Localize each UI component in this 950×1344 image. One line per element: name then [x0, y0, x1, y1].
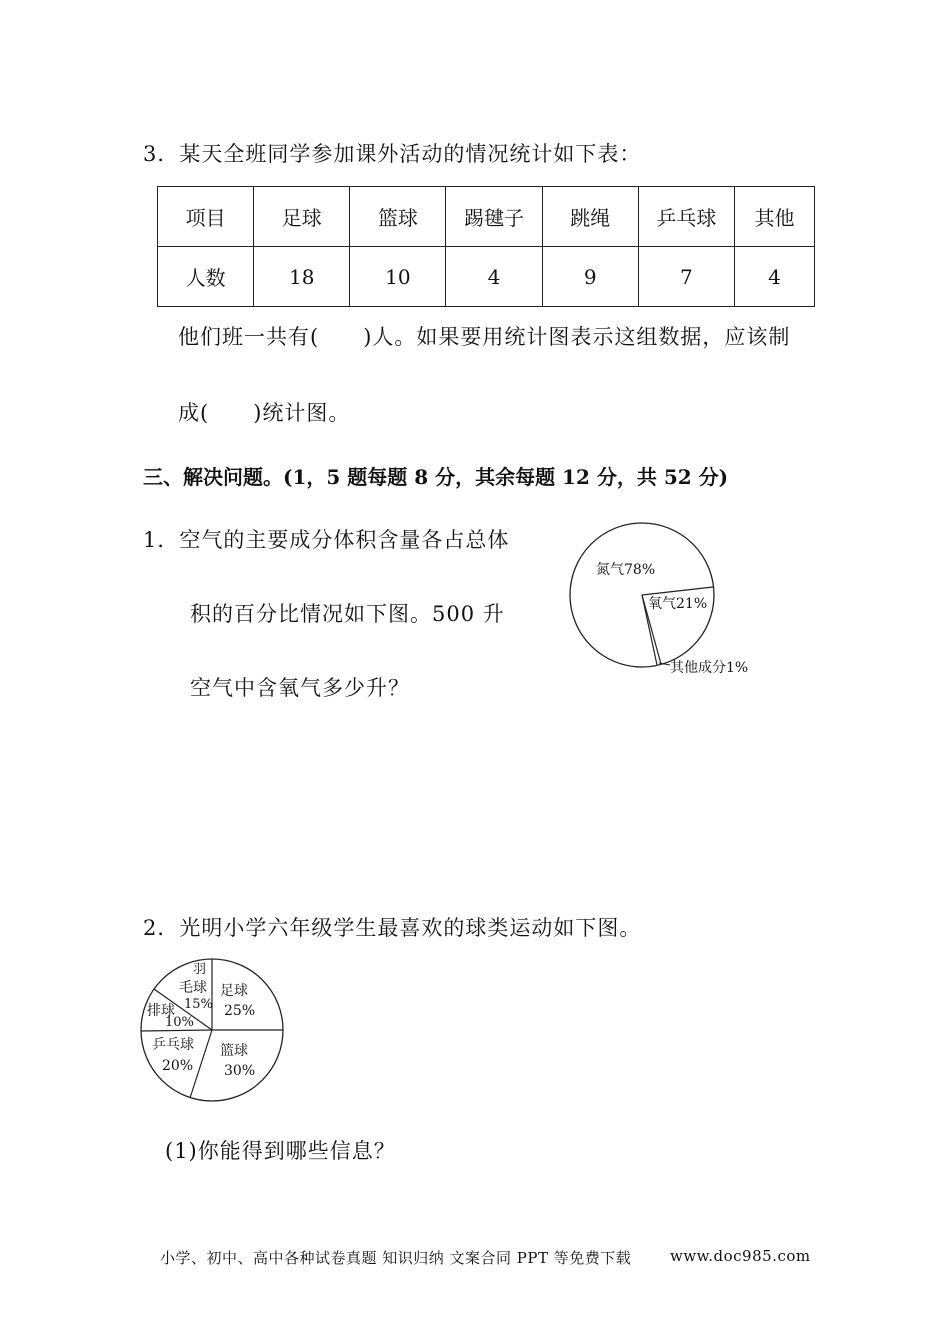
- sports-label-volleyball-pct: 10%: [165, 1015, 194, 1030]
- q3-title-text: 某天全班同学参加课外活动的情况统计如下表：: [179, 142, 642, 166]
- p1-line2: 积的百分比情况如下图。500 升: [190, 602, 505, 626]
- p1-line3: 空气中含氧气多少升？: [190, 676, 410, 700]
- sports-label-badminton-pct: 15%: [184, 997, 213, 1012]
- table-cell: 9: [542, 247, 638, 307]
- table-cell: 人数: [158, 247, 254, 307]
- table-header-cell: 足球: [254, 187, 350, 247]
- table-header-row: [158, 187, 815, 247]
- table-cell: 4: [735, 247, 815, 307]
- table-cell: 7: [638, 247, 734, 307]
- p1-line1: [143, 524, 509, 554]
- sports-label-badminton-2: 毛球: [179, 980, 207, 996]
- q3-title: [143, 138, 641, 168]
- p1-number: 1．: [143, 528, 180, 552]
- table-cell: 4: [446, 247, 542, 307]
- q3-line2: 成( )统计图。: [178, 401, 351, 425]
- sports-slice-edge-left: [141, 1030, 212, 1031]
- table-cell: 18: [254, 247, 350, 307]
- table-header-cell: 乒乓球: [638, 187, 734, 247]
- sports-label-pingpong: 乒乓球: [152, 1037, 194, 1053]
- table-header-cell: 踢毽子: [446, 187, 542, 247]
- table-header-cell: 篮球: [350, 187, 446, 247]
- air-slice-edge-1: [642, 587, 713, 595]
- sports-label-badminton-1: 羽: [193, 962, 207, 977]
- footer-text: 小学、初中、高中各种试卷真题 知识归纳 文案合同 PPT 等免费下载: [160, 1249, 632, 1267]
- footer-link[interactable]: www.doc985.com: [670, 1247, 811, 1265]
- sports-label-football-pct: 25%: [224, 1003, 256, 1019]
- air-label-oxygen: 氧气21%: [648, 596, 708, 612]
- sports-label-volleyball: 排球: [147, 1003, 175, 1019]
- sports-label-pingpong-pct: 20%: [162, 1058, 194, 1074]
- sports-label-football: 足球: [220, 983, 248, 999]
- section-heading: 三、解决问题。(1，5 题每题 8 分，其余每题 12 分，共 52 分): [143, 465, 729, 489]
- p1-line1-text: 空气的主要成分体积含量各占总体: [179, 528, 510, 552]
- table-header-cell: 其他: [735, 187, 815, 247]
- table-row: [158, 247, 815, 307]
- p2-title-text: 光明小学六年级学生最喜欢的球类运动如下图。: [179, 916, 642, 940]
- activity-table: [157, 186, 815, 307]
- air-label-nitrogen: 氮气78%: [596, 562, 656, 578]
- table-header-cell: 项目: [158, 187, 254, 247]
- air-pie-chart: [560, 520, 780, 690]
- table-header-cell: 跳绳: [542, 187, 638, 247]
- p2-title: [143, 912, 641, 942]
- sports-pie-chart: [138, 955, 288, 1105]
- q3-line1: 他们班一共有( )人。如果要用统计图表示这组数据，应该制: [178, 325, 791, 349]
- p2-number: 2．: [143, 916, 180, 940]
- table-cell: 10: [350, 247, 446, 307]
- sports-label-basketball-pct: 30%: [224, 1063, 256, 1079]
- p2-sub1: (1)你能得到哪些信息？: [165, 1139, 396, 1163]
- q3-number: 3．: [143, 142, 180, 166]
- sports-label-basketball: 篮球: [220, 1043, 248, 1059]
- air-label-other: 其他成分1%: [670, 660, 749, 676]
